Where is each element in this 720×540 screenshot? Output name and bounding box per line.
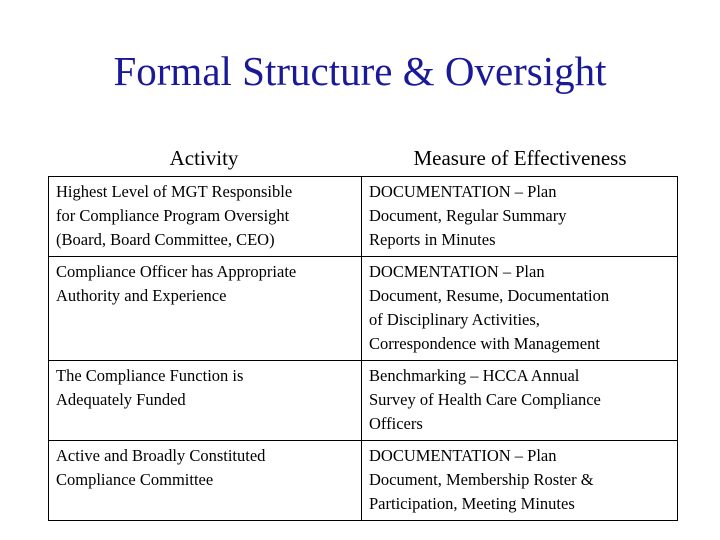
cell-line: Document, Membership Roster & bbox=[369, 470, 594, 489]
cell-line: Adequately Funded bbox=[56, 390, 186, 409]
cell-line: Officers bbox=[369, 414, 423, 433]
cell-line: Survey of Health Care Compliance bbox=[369, 390, 601, 409]
measure-cell bbox=[362, 257, 678, 361]
activity-cell bbox=[49, 361, 362, 441]
cell-line: of Disciplinary Activities, bbox=[369, 310, 540, 329]
cell-line: Document, Regular Summary bbox=[369, 206, 567, 225]
cell-line: Compliance Officer has Appropriate bbox=[56, 262, 297, 281]
table-row bbox=[49, 257, 678, 361]
cell-line: DOCUMENTATION – Plan bbox=[369, 446, 557, 465]
cell-line: Active and Broadly Constituted bbox=[56, 446, 266, 465]
header-measure-of-effectiveness: Measure of Effectiveness bbox=[413, 146, 627, 170]
table-row bbox=[49, 361, 678, 441]
measure-cell bbox=[362, 361, 678, 441]
slide-title: Formal Structure & Oversight bbox=[113, 48, 607, 94]
activity-cell bbox=[49, 441, 362, 521]
cell-line: for Compliance Program Oversight bbox=[56, 206, 290, 225]
cell-line: The Compliance Function is bbox=[56, 366, 244, 385]
cell-line: Correspondence with Management bbox=[369, 334, 600, 353]
activity-cell bbox=[49, 257, 362, 361]
cell-line: Document, Resume, Documentation bbox=[369, 286, 610, 305]
activity-cell bbox=[49, 177, 362, 257]
cell-line: (Board, Board Committee, CEO) bbox=[56, 230, 275, 249]
table-row bbox=[49, 441, 678, 521]
cell-line: Highest Level of MGT Responsible bbox=[56, 182, 293, 201]
cell-line: DOCMENTATION – Plan bbox=[369, 262, 545, 281]
table-row bbox=[49, 177, 678, 257]
table-header-row bbox=[48, 144, 678, 172]
cell-line: Compliance Committee bbox=[56, 470, 214, 489]
header-activity: Activity bbox=[169, 146, 239, 170]
compliance-table bbox=[48, 176, 678, 521]
cell-line: Authority and Experience bbox=[56, 286, 227, 305]
cell-line: Reports in Minutes bbox=[369, 230, 496, 249]
cell-line: Benchmarking – HCCA Annual bbox=[369, 366, 580, 385]
measure-cell bbox=[362, 177, 678, 257]
cell-line: DOCUMENTATION – Plan bbox=[369, 182, 557, 201]
cell-line: Participation, Meeting Minutes bbox=[369, 494, 575, 513]
measure-cell bbox=[362, 441, 678, 521]
